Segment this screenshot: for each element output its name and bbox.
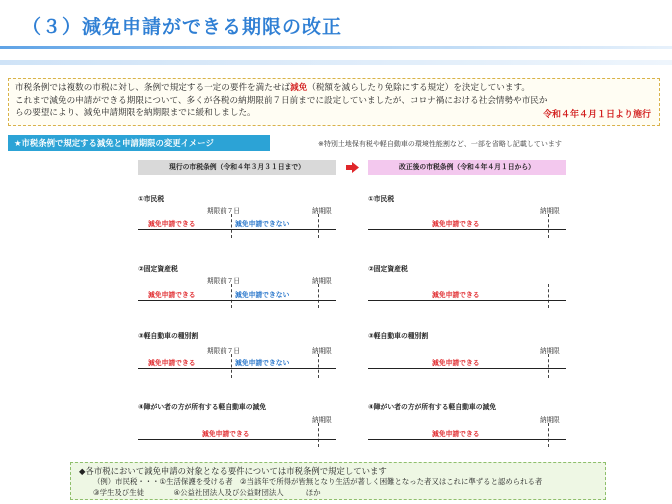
timeline-line: [138, 368, 336, 369]
deadline-marker: [318, 423, 319, 447]
label-deadline: 納期限: [312, 347, 332, 355]
notice-highlight: 減免: [290, 83, 308, 93]
footer-line-1: ◆各市税において減免申請の対象となる要件については市税条例で規定しています: [79, 466, 387, 476]
deadline-marker-after: [548, 214, 549, 238]
footer-line-2: （例）市民税・・・①生活保護を受ける者 ②当該年で所得が皆無となり生活が著しく困難となった者又はこれに準ずると認められる者: [93, 477, 543, 486]
item-title-2: ②固定資産税: [138, 265, 178, 273]
timeline-line-after: [368, 368, 566, 369]
timeline-line-after: [368, 229, 566, 230]
label-deadline-after: 納期限: [540, 207, 560, 215]
seven-days-marker: [231, 354, 232, 378]
can-apply-label-after: 減免申請できる: [432, 359, 480, 367]
notice-line-3: らの要望により、減免申請期限を納期限までに緩和しました。: [15, 108, 256, 119]
footer-line-3: ③学生及び生徒 ④公益社団法人及び公益財団法人 ほか: [93, 487, 321, 497]
label-seven-days: 期限前７日: [207, 207, 240, 215]
label-deadline: 納期限: [312, 207, 332, 215]
item-title-1-after: ①市民税: [368, 195, 395, 203]
cannot-apply-label: 減免申請できない: [235, 359, 290, 367]
deadline-marker-after: [548, 284, 549, 308]
column-before-header: 現行の市税条例（令和４年３月３１日まで）: [138, 160, 336, 175]
cannot-apply-label: 減免申請できない: [235, 291, 290, 299]
can-apply-label-after: 減免申請できる: [432, 291, 480, 299]
item-title-3-after: ③軽自動車の種別割: [368, 332, 429, 340]
label-deadline: 納期限: [312, 416, 332, 424]
timeline-line-after: [368, 439, 566, 440]
effective-date: 令和４年４月１日より施行: [542, 110, 651, 121]
can-apply-label-after: 減免申請できる: [432, 430, 480, 438]
page-title: （３）減免申請ができる期限の改正: [22, 16, 343, 38]
deadline-marker: [318, 354, 319, 378]
cannot-apply-label: 減免申請できない: [235, 220, 290, 228]
can-apply-label: 減免申請できる: [148, 359, 196, 367]
item-title-1: ①市民税: [138, 195, 165, 203]
title-divider: [0, 46, 672, 49]
can-apply-label: 減免申請できる: [148, 291, 196, 299]
timeline-line-after: [368, 300, 566, 301]
deadline-marker: [318, 284, 319, 308]
can-apply-label: 減免申請できる: [202, 430, 250, 438]
seven-days-marker: [231, 284, 232, 308]
footer-box: [70, 462, 606, 500]
timeline-line: [138, 229, 336, 230]
can-apply-label-after: 減免申請できる: [432, 220, 480, 228]
notice-box: [8, 78, 660, 126]
label-seven-days: 期限前７日: [207, 277, 240, 285]
deadline-marker: [318, 214, 319, 238]
label-deadline-after: 納期限: [540, 347, 560, 355]
section-label: ★市税条例で規定する減免と申請期限の変更イメージ: [8, 135, 270, 151]
section-note: ※特別土地保有税や軽自動車の環境性能割など、一部を省略し記載しています: [318, 140, 562, 148]
item-title-2-after: ②固定資産税: [368, 265, 408, 273]
seven-days-marker: [231, 214, 232, 238]
item-title-4: ④障がい者の方が所有する軽自動車の減免: [138, 403, 267, 411]
deadline-marker-after: [548, 354, 549, 378]
can-apply-label: 減免申請できる: [148, 220, 196, 228]
column-after-header: 改正後の市税条例（令和４年４月１日から）: [368, 160, 566, 175]
label-deadline-after: 納期限: [540, 416, 560, 424]
timeline-line: [138, 439, 336, 440]
notice-line-2: これまで減免の申請ができる期限について、多くが各税の納期限前７日前までに設定していましたが、コロナ禍における社会情勢や市民か: [15, 95, 548, 106]
notice-line-1: 市税条例では複数の市税に対し、条例で規定する一定の要件を満たせば減免（税額を減らしたり免除にする規定）を決定しています。: [15, 83, 530, 93]
label-seven-days: 期限前７日: [207, 347, 240, 355]
item-title-4-after: ④障がい者の方が所有する軽自動車の減免: [368, 403, 497, 411]
arrow-right-icon: [346, 162, 359, 173]
title-band: [0, 60, 672, 65]
deadline-marker-after: [548, 423, 549, 447]
timeline-line: [138, 300, 336, 301]
item-title-3: ③軽自動車の種別割: [138, 332, 199, 340]
label-deadline: 納期限: [312, 277, 332, 285]
